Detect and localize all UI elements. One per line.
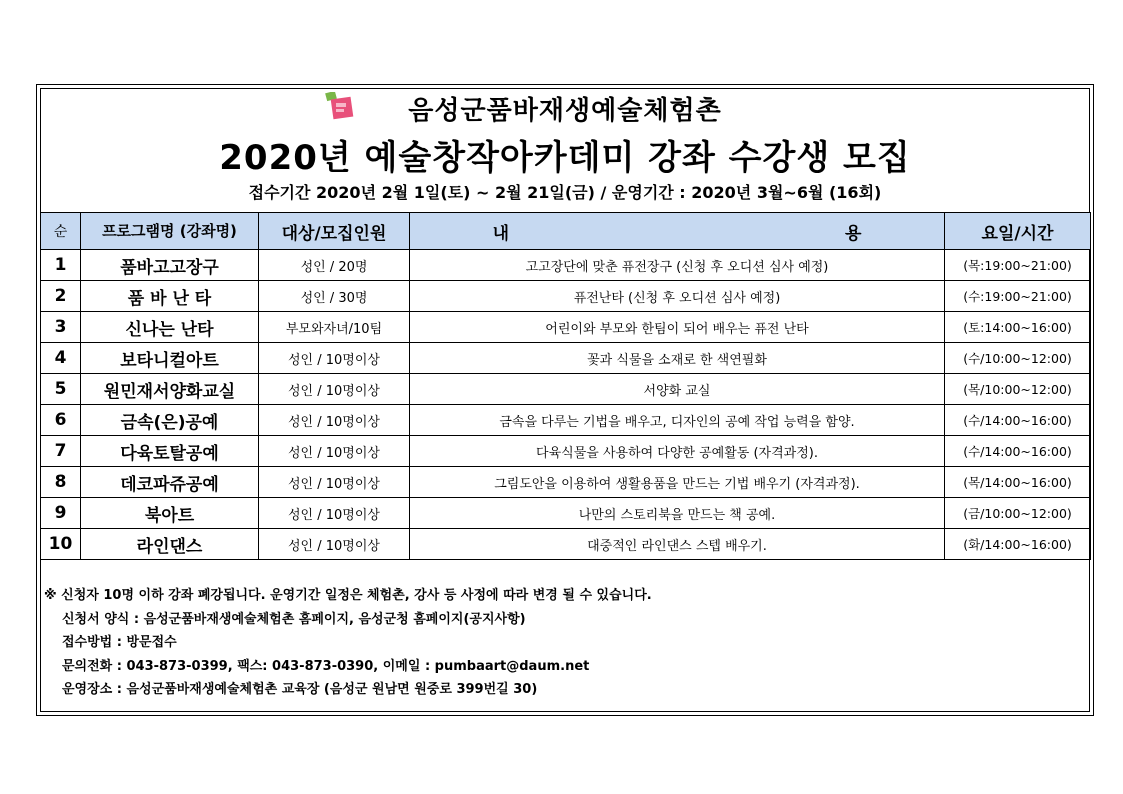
row-no: 9 (41, 498, 81, 529)
form-info: 신청서 양식 : 음성군품바재생예술체험촌 홈페이지, 음성군청 홈페이지(공지사항) (62, 611, 526, 627)
row-no: 1 (41, 250, 81, 281)
row-no: 10 (41, 529, 81, 560)
table-row (41, 436, 1091, 467)
header-no: 순 (41, 213, 81, 250)
row-content: 고고장단에 맞춘 퓨전장구 (신청 후 오디션 심사 예정) (410, 250, 945, 281)
method-info: 접수방법 : 방문접수 (62, 635, 177, 651)
row-schedule: (목/14:00~16:00) (945, 467, 1091, 498)
period-info: 접수기간 2020년 2월 1일(토) ~ 2월 21일(금) / 운영기간 : 2020년 3월~6월 (16회) (248, 183, 882, 202)
row-no: 4 (41, 343, 81, 374)
row-target: 성인 / 20명 (259, 250, 410, 281)
header-program-name: 프로그램명 (강좌명) (81, 213, 259, 250)
row-program-name: 신나는 난타 (81, 312, 259, 343)
program-table (40, 212, 1091, 560)
org-title: 음성군품바재생예술체험촌 (408, 96, 722, 126)
row-content: 꽃과 식물을 소재로 한 색연필화 (410, 343, 945, 374)
page-title: 2020년 예술창작아카데미 강좌 수강생 모집 (219, 138, 911, 178)
table-row (41, 343, 1091, 374)
row-schedule: (수/14:00~16:00) (945, 405, 1091, 436)
row-no: 6 (41, 405, 81, 436)
row-target: 성인 / 10명이상 (259, 436, 410, 467)
table-row (41, 467, 1091, 498)
row-content: 그림도안을 이용하여 생활용품을 만드는 기법 배우기 (자격과정). (410, 467, 945, 498)
table-row (41, 281, 1091, 312)
row-target: 성인 / 30명 (259, 281, 410, 312)
row-content: 나만의 스토리북을 만드는 책 공예. (410, 498, 945, 529)
row-content: 서양화 교실 (410, 374, 945, 405)
header-schedule: 요일/시간 (945, 213, 1091, 250)
row-schedule: (수/10:00~12:00) (945, 343, 1091, 374)
table-row (41, 250, 1091, 281)
row-content: 퓨전난타 (신청 후 오디션 심사 예정) (410, 281, 945, 312)
table-row (41, 405, 1091, 436)
table-row (41, 529, 1091, 560)
row-schedule: (수:19:00~21:00) (945, 281, 1091, 312)
table-header-row (41, 213, 1091, 250)
venue-info: 운영장소 : 음성군품바재생예술체험촌 교육장 (음성군 원남면 원중로 399번길 30) (62, 682, 538, 698)
header-content: 내 용 (410, 213, 945, 250)
contact-info: 문의전화 : 043-873-0399, 팩스: 043-873-0390, 이메일 : pumbaart@daum.net (62, 658, 590, 674)
row-target: 성인 / 10명이상 (259, 498, 410, 529)
notes-section (44, 584, 1084, 702)
row-schedule: (화/14:00~16:00) (945, 529, 1091, 560)
row-no: 2 (41, 281, 81, 312)
row-target: 부모와자녀/10팀 (259, 312, 410, 343)
table-row (41, 312, 1091, 343)
row-schedule: (금/10:00~12:00) (945, 498, 1091, 529)
table-row (41, 374, 1091, 405)
row-program-name: 품바고고장구 (81, 250, 259, 281)
row-program-name: 원민재서양화교실 (81, 374, 259, 405)
row-no: 7 (41, 436, 81, 467)
row-no: 3 (41, 312, 81, 343)
row-target: 성인 / 10명이상 (259, 467, 410, 498)
document-header (40, 88, 1090, 212)
row-no: 5 (41, 374, 81, 405)
row-no: 8 (41, 467, 81, 498)
row-content: 어린이와 부모와 한팀이 되어 배우는 퓨전 난타 (410, 312, 945, 343)
row-target: 성인 / 10명이상 (259, 529, 410, 560)
row-target: 성인 / 10명이상 (259, 374, 410, 405)
row-program-name: 품 바 난 타 (81, 281, 259, 312)
row-program-name: 다육토탈공예 (81, 436, 259, 467)
row-schedule: (목:19:00~21:00) (945, 250, 1091, 281)
row-content: 다육식물을 사용하여 다양한 공예활동 (자격과정). (410, 436, 945, 467)
row-program-name: 라인댄스 (81, 529, 259, 560)
row-schedule: (토:14:00~16:00) (945, 312, 1091, 343)
row-program-name: 보타니컬아트 (81, 343, 259, 374)
row-schedule: (수/14:00~16:00) (945, 436, 1091, 467)
table-row (41, 498, 1091, 529)
row-schedule: (목/10:00~12:00) (945, 374, 1091, 405)
header-target: 대상/모집인원 (259, 213, 410, 250)
row-program-name: 데코파쥬공예 (81, 467, 259, 498)
row-program-name: 금속(은)공예 (81, 405, 259, 436)
row-content: 금속을 다루는 기법을 배우고, 디자인의 공예 작업 능력을 함양. (410, 405, 945, 436)
notice-text: ※ 신청자 10명 이하 강좌 폐강됩니다. 운영기간 일정은 체험촌, 강사 등 사정에 따라 변경 될 수 있습니다. (44, 588, 652, 603)
row-target: 성인 / 10명이상 (259, 405, 410, 436)
row-target: 성인 / 10명이상 (259, 343, 410, 374)
row-content: 대중적인 라인댄스 스텝 배우기. (410, 529, 945, 560)
row-program-name: 북아트 (81, 498, 259, 529)
